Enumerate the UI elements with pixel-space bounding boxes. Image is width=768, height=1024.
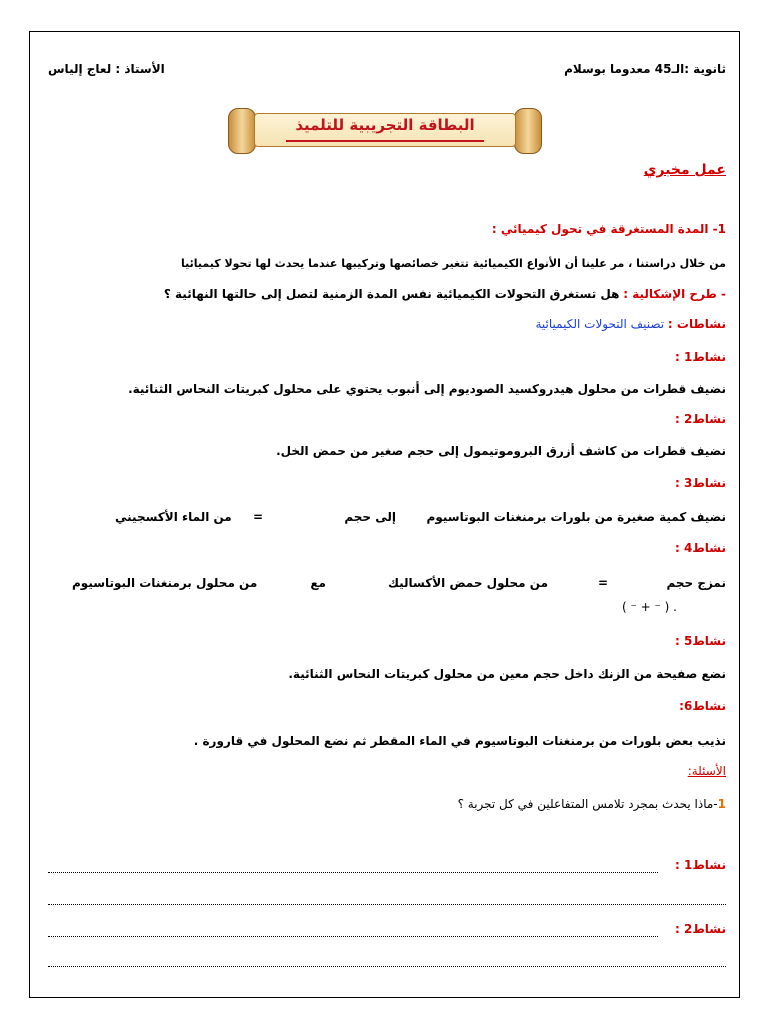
activity2-label: نشاط2 : <box>674 412 726 426</box>
lab-title: عمل مخبري <box>643 162 726 178</box>
section1-heading: 1- المدة المستغرقة في تحول كيميائي : <box>491 222 726 236</box>
problem-text: هل تستغرق التحولات الكيميائية نفس المدة الزمنية لتصل إلى حالتها النهائية ؟ <box>163 287 620 301</box>
section1-intro: من خلال دراستنا ، مر علينا أن الأنواع الكيميائية تتغير خصائصها وتركيبها عندما يحدث لها تحولا كيميائيا <box>180 257 726 270</box>
activities-line <box>536 317 727 331</box>
activity1-label: نشاط1 : <box>674 350 726 364</box>
activity1-text: نضيف قطرات من محلول هيدروكسيد الصوديوم إلى أنبوب يحتوي على محلول كبريتات النحاس الثنائية. <box>128 382 726 396</box>
question1 <box>458 797 726 811</box>
activity4-formula: ( ⁻ + ⁻ ) . <box>622 600 677 614</box>
answer1-line-2[interactable] <box>48 904 726 905</box>
activity2-text: نضيف قطرات من كاشف أزرق البروموتيمول إلى حجم صغير من حمض الخل. <box>276 444 726 458</box>
activity4-text-c: من محلول حمض الأكساليك <box>387 576 548 590</box>
banner-underline <box>286 140 484 142</box>
answer1-line-1[interactable] <box>48 872 658 873</box>
activity4-equals: = <box>597 576 608 590</box>
activity3-label: نشاط3 : <box>674 476 726 490</box>
problem-line <box>164 287 726 301</box>
activity4-text-e: من محلول برمنغنات البوتاسيوم <box>72 576 258 590</box>
activity4-label: نشاط4 : <box>674 541 726 555</box>
activity3-text-a: نضيف كمية صغيرة من بلورات برمنغنات البوتاسيوم <box>426 510 726 524</box>
activity3-text-d: من الماء الأكسجيني <box>115 510 232 524</box>
answer1-label: نشاط1 : <box>674 858 726 872</box>
title-banner <box>226 106 544 154</box>
activity3-equals: = <box>252 510 263 524</box>
answer2-label: نشاط2 : <box>674 922 726 936</box>
activity6-text: نذيب بعض بلورات من برمنغنات البوتاسيوم في الماء المقطر ثم نضع المحلول في قارورة . <box>193 734 726 748</box>
answer2-line-1[interactable] <box>48 936 658 937</box>
banner-title: البطاقة التجريبية للتلميذ <box>295 116 475 134</box>
question1-text: -ماذا يحدث بمجرد تلامس المتفاعلين في كل تجربة ؟ <box>457 797 718 811</box>
activity4-text-d: مع <box>310 576 326 590</box>
questions-heading: الأسئلة: <box>687 764 726 778</box>
school-name: ثانوية :الـ45 معدوما بوسلام <box>564 62 726 76</box>
question1-number: 1 <box>717 797 726 811</box>
activities-label: نشاطات : <box>667 317 726 331</box>
answer2-line-2[interactable] <box>48 966 726 967</box>
problem-label: - طرح الإشكالية : <box>623 287 726 301</box>
activity4-text-a: نمزج حجم <box>666 576 726 590</box>
teacher-name: الأستاذ : لعاج إلياس <box>48 62 165 76</box>
activity5-label: نشاط5 : <box>674 634 726 648</box>
activity5-text: نضع صفيحة من الزنك داخل حجم معين من محلول كبريتات النحاس الثنائية. <box>288 667 726 681</box>
activity6-label: نشاط6: <box>679 699 726 713</box>
activities-text: تصنيف التحولات الكيميائية <box>535 317 665 331</box>
activity3-text-b: إلى حجم <box>344 510 396 524</box>
